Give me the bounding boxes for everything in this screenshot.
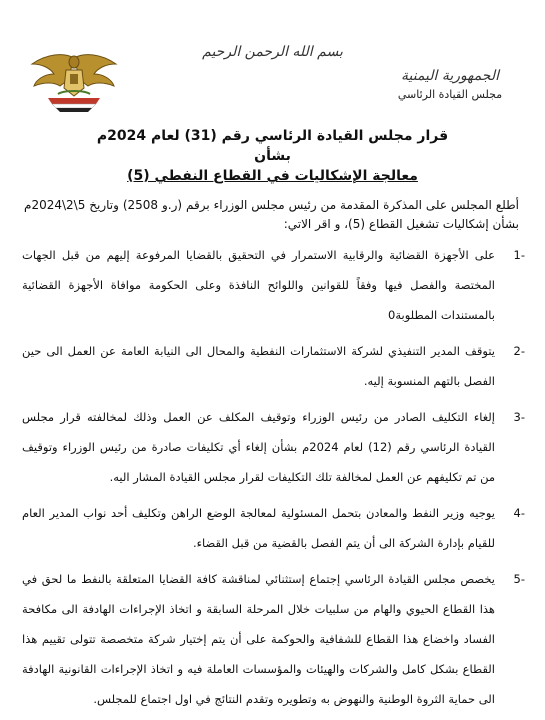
item-text: يتوقف المدير التنفيذي لشركة الاستثمارات النفطية والمحال الى النيابة العامة عن العمل الى حين الفصل بالتهم المنسوبة إليه. xyxy=(22,344,495,388)
item-text: يخصص مجلس القيادة الرئاسي إجتماع إستثنائي لمناقشة كافة القضايا المتعلقة بالنفط ما لحق في هذا القطاع الحيوي والهام من سلبيات خلال المرحلة السابقة و اتخاذ الإجراءات الهادفة الى مكافحة الفساد واخضاع هذا القطاع للشفافية والحوكمة على أن يتم إختيار شركة متخصصة تتولى تقييم هذا القطاع بشكل كامل والشركات والهيئات والمؤسسات العاملة فيه و اتخاذ الإجراءات القانونية الهادفة الى حماية الثروة الوطنية والنهوض به وتطويره وتقدم النتائج في اول اجتماع للمجلس. xyxy=(22,572,495,706)
decision-heading xyxy=(0,126,545,186)
decision-subtitle: بشأن xyxy=(254,148,291,164)
republic-name: الجمهورية اليمنية xyxy=(400,68,499,84)
basmala-text: بسم الله الرحمن الرحيم xyxy=(202,44,343,60)
council-name: مجلس القيادة الرئاسي xyxy=(397,88,503,101)
decision-items xyxy=(22,240,525,720)
item-number: -1 xyxy=(513,248,525,262)
item-number: -4 xyxy=(513,506,525,520)
list-item xyxy=(22,498,525,558)
item-text: يوجيه وزير النفط والمعادن بتحمل المسئولية لمعالجة الوضع الراهن وتكليف أحد نواب المدير العام للقيام بإدارة الشركة الى أن يتم الفصل بالقضية من قبل القضاء. xyxy=(22,506,495,550)
item-text: على الأجهزة القضائية والرقابية الاستمرار في التحقيق بالقضايا المرفوعة إليهم من قبل الجهات المختصة والفصل فيها وفقاً للقوانين واللوائح النافذة وعلى الحكومة موافاة الأجهزة القضائية بالمستندات المطلوبة0 xyxy=(22,248,495,322)
item-number: -3 xyxy=(513,410,525,424)
issuer-header xyxy=(385,68,515,101)
yemen-emblem-icon xyxy=(28,50,120,112)
list-item xyxy=(22,402,525,492)
item-number: -2 xyxy=(513,344,525,358)
intro-paragraph: أطلع المجلس على المذكرة المقدمة من رئيس مجلس الوزراء برقم (ر.و 2508) وتاريخ 5\2\2024م بشأن إشكاليات تشغيل القطاع (5)، و اقر الاتي: xyxy=(24,198,519,231)
list-item xyxy=(22,336,525,396)
list-item xyxy=(22,564,525,714)
decision-title: قرار مجلس القيادة الرئاسي رقم (31) لعام 2024م xyxy=(96,128,449,144)
list-item xyxy=(22,240,525,330)
item-text: إلغاء التكليف الصادر من رئيس الوزراء وتوقيف المكلف عن العمل وذلك لمخالفته قرار مجلس القيادة الرئاسي رقم (12) لعام 2024م بشأن إلغاء أي تكليفات صادرة من رئيس الوزراء وتوقيف من تم تكليفهم عن العمل لمخالفة تلك التكليفات لقرار مجلس القيادة المشار اليه. xyxy=(22,410,495,484)
decision-topic: معالجة الإشكاليات في القطاع النفطي (5) xyxy=(127,168,418,184)
item-number: -5 xyxy=(513,572,525,586)
